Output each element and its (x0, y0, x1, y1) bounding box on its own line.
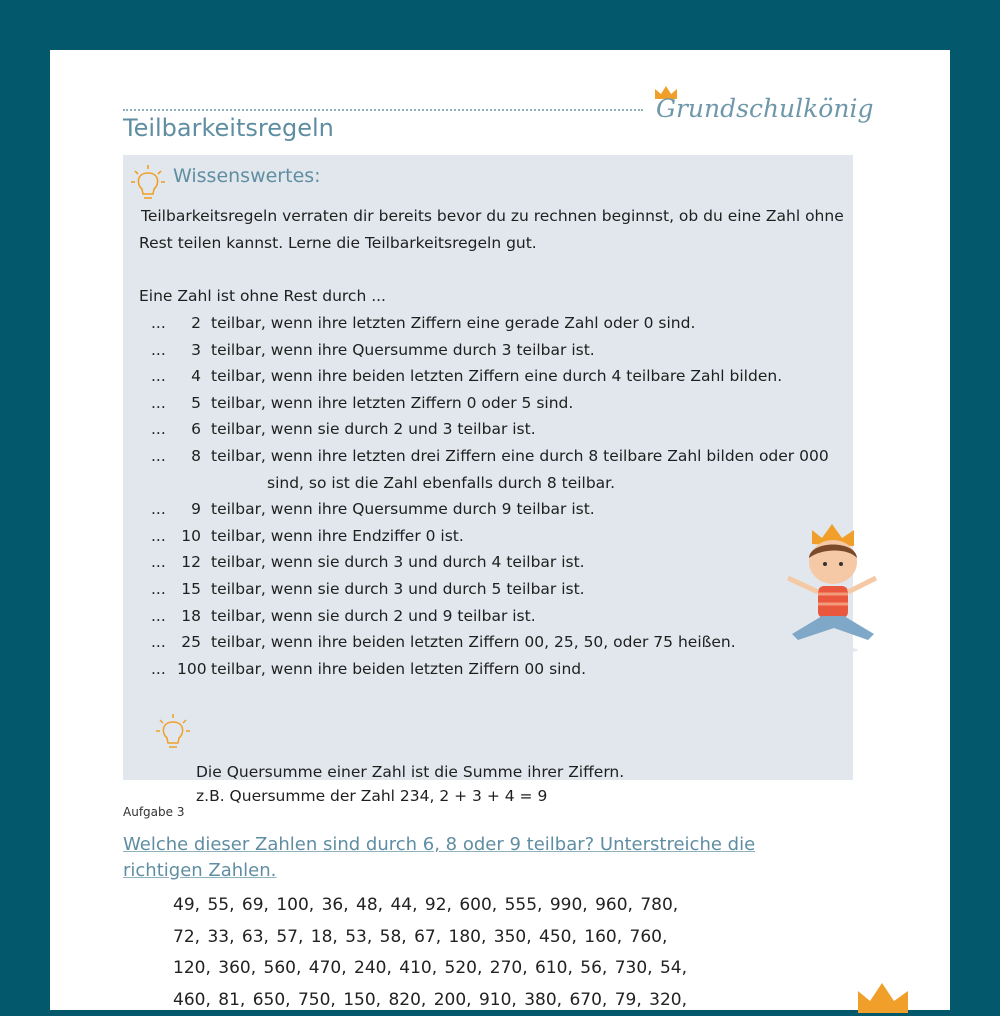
rule-line (151, 606, 536, 626)
number-row[interactable]: 49, 55, 69, 100, 36, 48, 44, 92, 600, 555, 990, 960, 780, (173, 890, 687, 922)
worksheet-page (50, 50, 950, 1010)
rule-line (151, 659, 586, 679)
rule-text: teilbar, wenn ihre Endziffer 0 ist. (211, 526, 464, 546)
number-list (173, 890, 687, 1016)
rule-line (151, 579, 585, 599)
rule-prefix: ... (151, 446, 177, 466)
rule-prefix: ... (151, 632, 177, 652)
rule-line (151, 499, 595, 519)
rule-line (151, 446, 829, 466)
intro-line: Rest teilen kannst. Lerne die Teilbarkeitsregeln gut. (139, 233, 537, 253)
lightbulb-icon (155, 713, 191, 753)
info-box (123, 155, 853, 780)
rule-prefix: ... (151, 499, 177, 519)
rule-divisor: 6 (177, 419, 201, 439)
header-divider (123, 109, 643, 111)
rule-prefix: ... (151, 419, 177, 439)
rule-divisor: 2 (177, 313, 201, 333)
rule-divisor: 18 (177, 606, 201, 626)
intro-line: Teilbarkeitsregeln verraten dir bereits bevor du zu rechnen beginnst, ob du eine Zahl ohne (141, 206, 844, 226)
rule-prefix: ... (151, 313, 177, 333)
rule-divisor: 15 (177, 579, 201, 599)
rule-text: teilbar, wenn ihre letzten Ziffern eine gerade Zahl oder 0 sind. (211, 313, 695, 333)
task-label: Aufgabe 3 (123, 805, 184, 819)
rule-text: teilbar, wenn ihre Quersumme durch 9 teilbar ist. (211, 499, 595, 519)
crown-icon (856, 983, 910, 1013)
rule-text: teilbar, wenn sie durch 3 und durch 4 teilbar ist. (211, 552, 585, 572)
rules-lead: Eine Zahl ist ohne Rest durch ... (139, 286, 386, 306)
info-heading: Wissenswertes: (173, 165, 321, 187)
rule-line (151, 632, 736, 652)
rule-text: teilbar, wenn ihre beiden letzten Ziffern 00, 25, 50, oder 75 heißen. (211, 632, 736, 652)
rule-text: sind, so ist die Zahl ebenfalls durch 8 teilbar. (267, 473, 615, 493)
rule-divisor: 9 (177, 499, 201, 519)
rule-prefix: ... (151, 393, 177, 413)
page-title: Teilbarkeitsregeln (123, 114, 334, 142)
rule-prefix: ... (151, 340, 177, 360)
rule-divisor: 10 (177, 526, 201, 546)
rule-line (151, 393, 573, 413)
lightbulb-icon (129, 163, 169, 203)
rule-line (267, 473, 615, 493)
rule-divisor: 8 (177, 446, 201, 466)
rule-prefix: ... (151, 552, 177, 572)
rule-line (151, 552, 585, 572)
rule-text: teilbar, wenn sie durch 3 und durch 5 teilbar ist. (211, 579, 585, 599)
rule-divisor: 12 (177, 552, 201, 572)
rule-line (151, 313, 695, 333)
note-line: z.B. Quersumme der Zahl 234, 2 + 3 + 4 = 9 (196, 786, 547, 806)
rule-prefix: ... (151, 606, 177, 626)
rule-line (151, 340, 595, 360)
rule-prefix: ... (151, 366, 177, 386)
rule-text: teilbar, wenn ihre letzten drei Ziffern eine durch 8 teilbare Zahl bilden oder 000 (211, 446, 829, 466)
rule-text: teilbar, wenn ihre letzten Ziffern 0 oder 5 sind. (211, 393, 573, 413)
rule-divisor: 25 (177, 632, 201, 652)
rule-divisor: 3 (177, 340, 201, 360)
note-line: Die Quersumme einer Zahl ist die Summe ihrer Ziffern. (196, 762, 624, 782)
logo: Grundschulkönig (656, 94, 873, 123)
rule-prefix: ... (151, 579, 177, 599)
rule-divisor: 100 (177, 659, 201, 679)
rule-text: teilbar, wenn ihre beiden letzten Ziffern eine durch 4 teilbare Zahl bilden. (211, 366, 782, 386)
boy-illustration (782, 522, 882, 672)
rule-prefix: ... (151, 659, 177, 679)
rule-text: teilbar, wenn ihre Quersumme durch 3 teilbar ist. (211, 340, 595, 360)
task-question: Welche dieser Zahlen sind durch 6, 8 oder 9 teilbar? Unterstreiche die richtigen Zahlen. (123, 832, 763, 884)
rule-text: teilbar, wenn sie durch 2 und 9 teilbar ist. (211, 606, 536, 626)
rule-text: teilbar, wenn ihre beiden letzten Ziffern 00 sind. (211, 659, 586, 679)
rule-line (151, 526, 464, 546)
rule-divisor: 5 (177, 393, 201, 413)
rule-text: teilbar, wenn sie durch 2 und 3 teilbar ist. (211, 419, 536, 439)
rule-line (151, 366, 782, 386)
rule-prefix: ... (151, 526, 177, 546)
number-row[interactable]: 460, 81, 650, 750, 150, 820, 200, 910, 380, 670, 79, 320, (173, 985, 687, 1016)
rule-line (151, 419, 536, 439)
rule-divisor: 4 (177, 366, 201, 386)
number-row[interactable]: 120, 360, 560, 470, 240, 410, 520, 270, 610, 56, 730, 54, (173, 953, 687, 985)
number-row[interactable]: 72, 33, 63, 57, 18, 53, 58, 67, 180, 350, 450, 160, 760, (173, 922, 687, 954)
